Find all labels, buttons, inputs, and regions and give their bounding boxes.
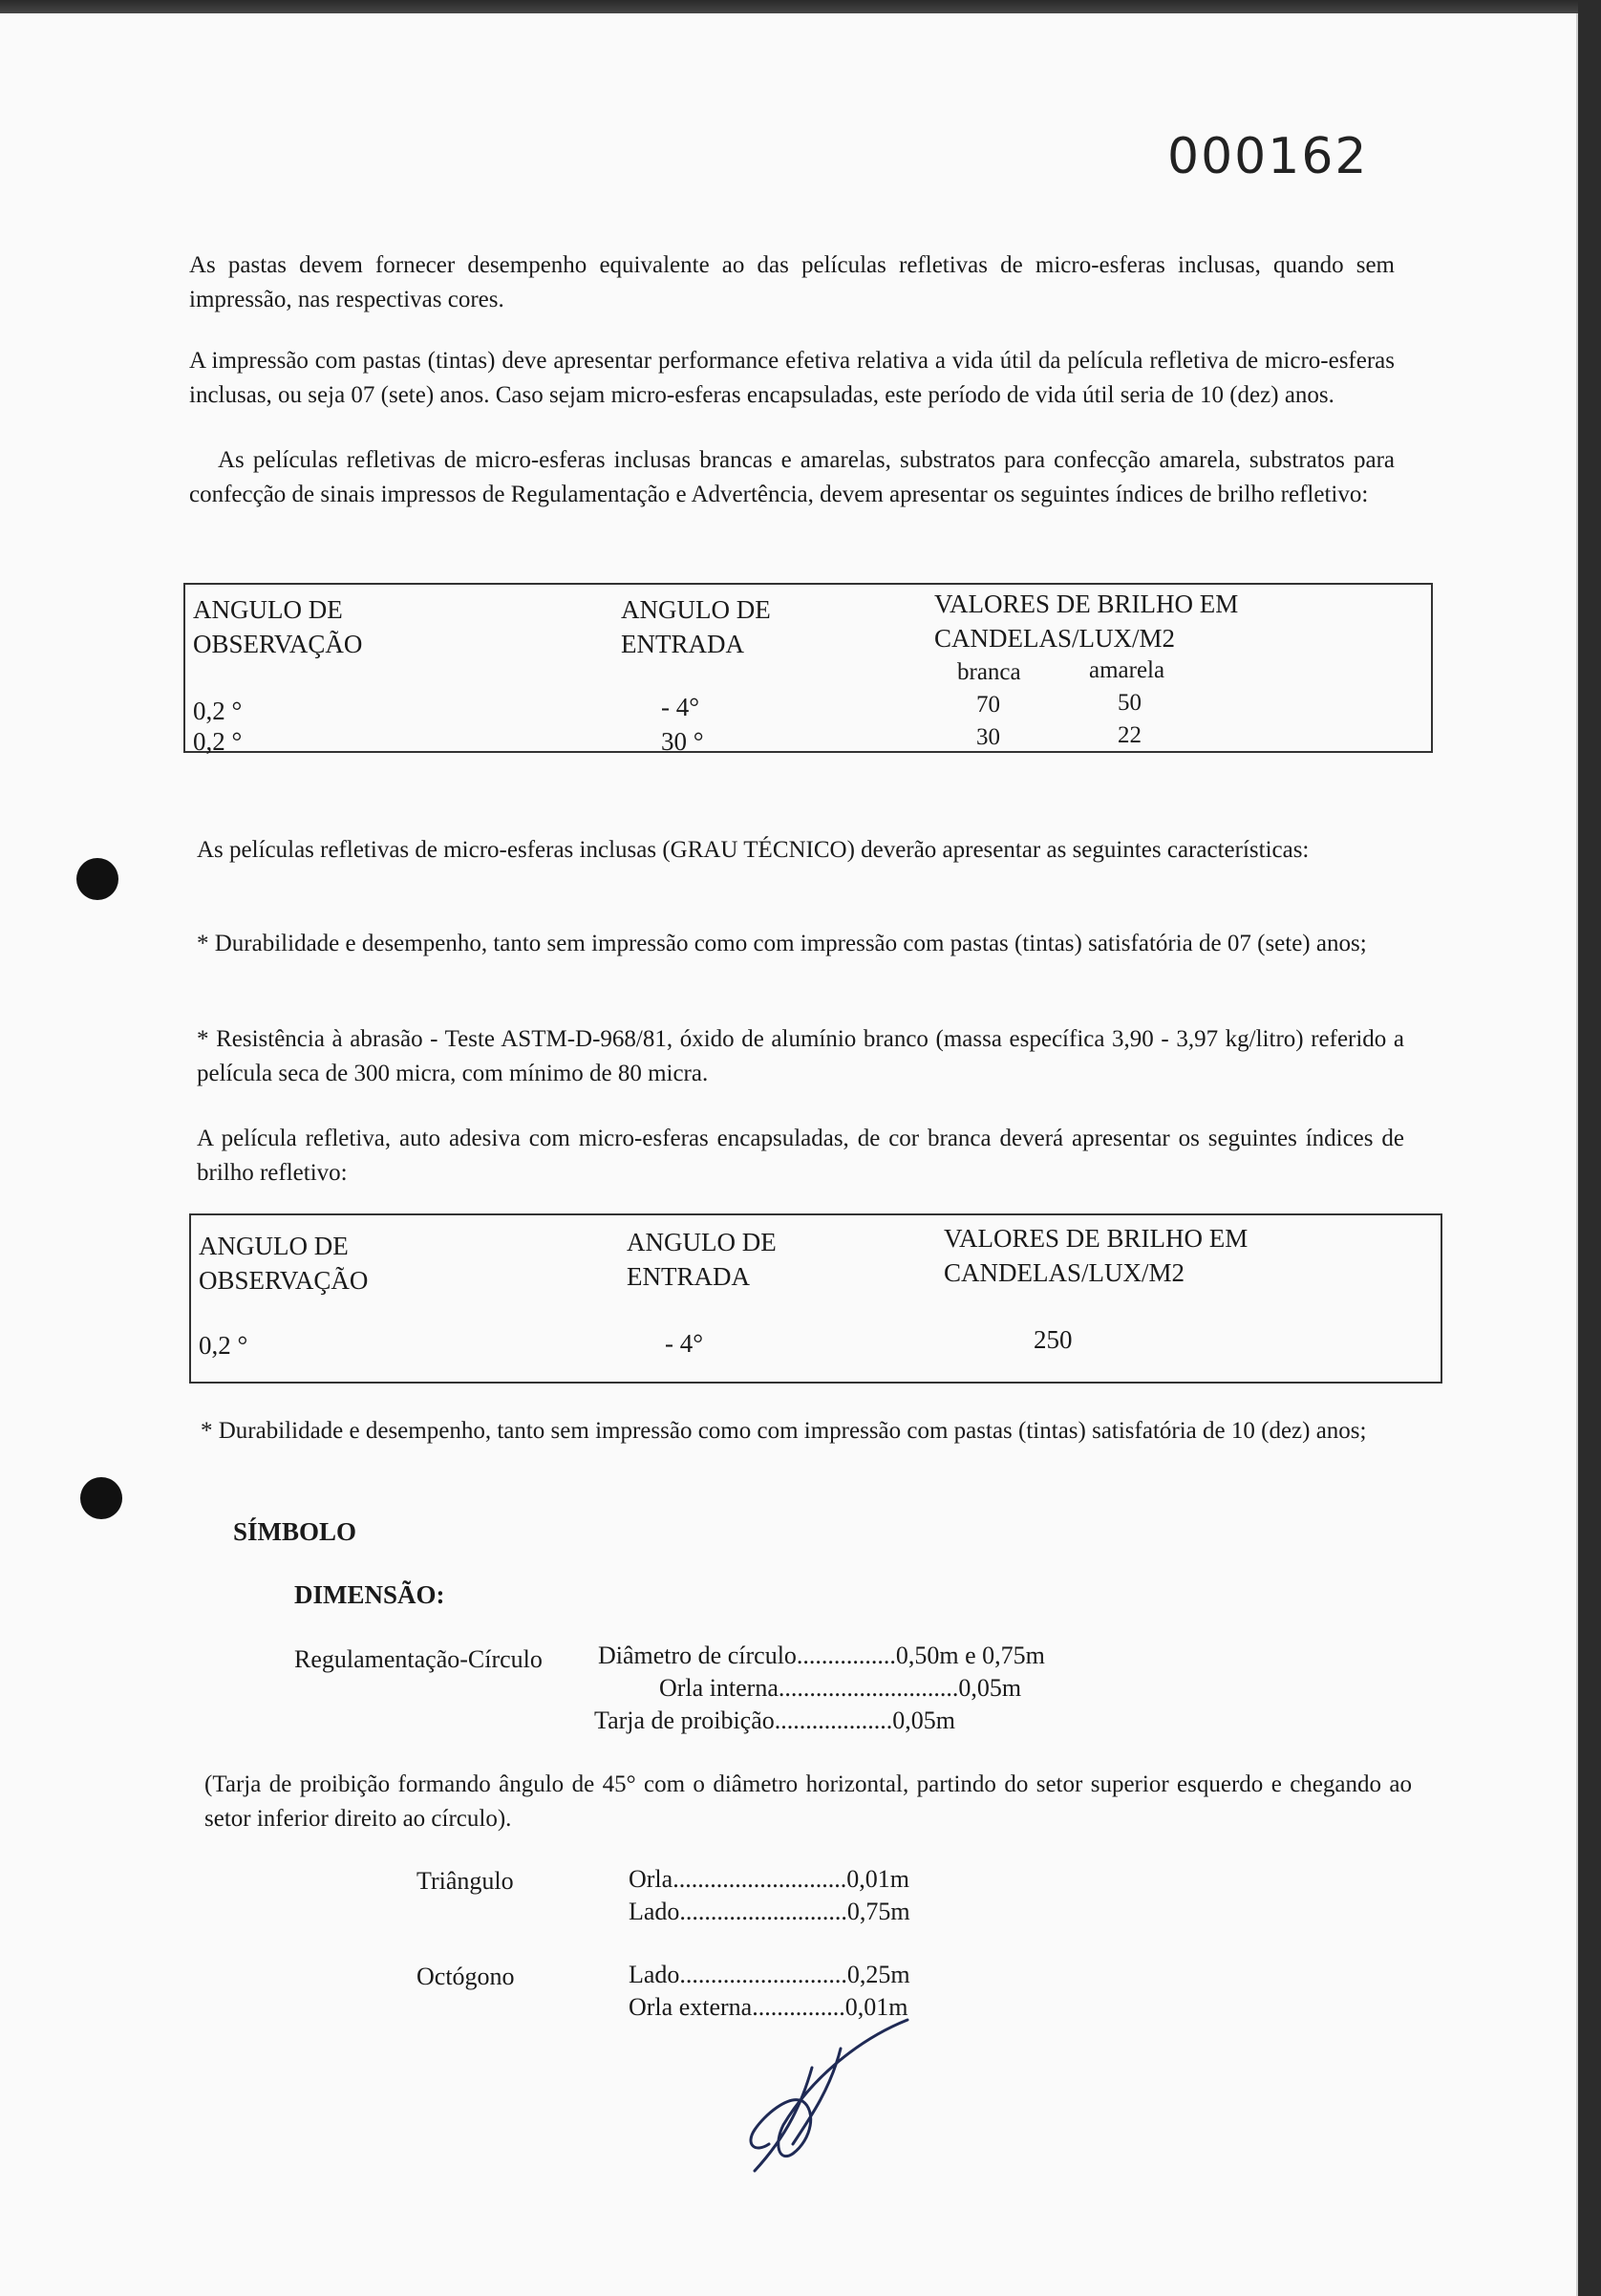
t2-col3-header-2: CANDELAS/LUX/M2: [944, 1258, 1185, 1287]
signature-mark: [697, 2010, 927, 2182]
circulo-diametro: Diâmetro de círculo................0,50m e 0,75m: [598, 1642, 1045, 1669]
t1-col1-header-2: OBSERVAÇÃO: [193, 630, 363, 658]
octogono-orla-externa: Orla externa...............0,01m: [629, 1993, 908, 2021]
brightness-table-1: [183, 583, 1433, 756]
t2-col1-header-1: ANGULO DE: [199, 1232, 349, 1260]
t1-col1-header-1: ANGULO DE: [193, 595, 343, 624]
brightness-table-2: [189, 1213, 1442, 1384]
punch-hole-upper: [76, 858, 118, 900]
paragraph-tarja: (Tarja de proibição formando ângulo de 45° com o diâmetro horizontal, partindo do setor superior esquerdo e chegando ao setor inferior direito ao círculo).: [204, 1771, 1412, 1832]
t1-row1-obs: 0,2 °: [193, 697, 243, 725]
t1-row1-amarela: 50: [1118, 690, 1142, 716]
t1-row1-entrada: - 4°: [661, 693, 700, 721]
t2-col3-header-1: VALORES DE BRILHO EM: [944, 1224, 1249, 1253]
circulo-orla-interna: Orla interna.............................0,05m: [659, 1674, 1022, 1702]
octogono-lado: Lado...........................0,25m: [629, 1961, 910, 1988]
t1-col2-header-1: ANGULO DE: [621, 595, 771, 624]
paragraph-durabilidade-07: * Durabilidade e desempenho, tanto sem impressão como com impressão com pastas (tintas) satisfatória de 07 (sete) anos;: [197, 931, 1367, 956]
punch-hole-lower: [80, 1477, 122, 1519]
paragraph-peliculas-brancas: As películas refletivas de micro-esferas inclusas brancas e amarelas, substratos para confecção amarela, substratos para confecção de sinais impressos de Regulamentação e Advertência, devem apresentar os seguintes índices de brilho refletivo:: [189, 447, 1395, 507]
scan-right-edge: [1578, 0, 1601, 2296]
document-page: [0, 13, 1578, 2296]
t1-sub-branca: branca: [957, 659, 1021, 685]
t1-col3-header-1: VALORES DE BRILHO EM: [934, 590, 1239, 618]
t1-col3-header-2: CANDELAS/LUX/M2: [934, 624, 1176, 653]
paragraph-grau-tecnico: As películas refletivas de micro-esferas inclusas (GRAU TÉCNICO) deverão apresentar as seguintes características:: [197, 837, 1310, 863]
t1-row2-branca: 30: [976, 724, 1000, 750]
t1-row2-amarela: 22: [1118, 722, 1142, 748]
t2-row-entrada: - 4°: [665, 1329, 704, 1358]
t2-row-obs: 0,2 °: [199, 1331, 248, 1360]
paragraph-pastas: As pastas devem fornecer desempenho equivalente ao das películas refletivas de micro-esferas inclusas, quando sem impressão, nas respectivas cores.: [189, 252, 1395, 312]
octogono-label: Octógono: [416, 1963, 515, 1990]
paragraph-durabilidade-10: * Durabilidade e desempenho, tanto sem impressão como com impressão com pastas (tintas) satisfatória de 10 (dez) anos;: [201, 1418, 1367, 1444]
t1-col2-header-2: ENTRADA: [621, 630, 744, 658]
paragraph-impressao: A impressão com pastas (tintas) deve apresentar performance efetiva relativa a vida útil da película refletiva de micro-esferas inclusas, ou seja 07 (sete) anos. Caso sejam micro-esferas encapsuladas, este período de vida útil seria de 10 (dez) anos.: [189, 348, 1395, 408]
t1-row2-obs: 0,2 °: [193, 727, 243, 756]
circulo-label: Regulamentação-Círculo: [294, 1645, 543, 1673]
circulo-tarja: Tarja de proibição...................0,05m: [594, 1706, 955, 1734]
paragraph-encapsuladas: A película refletiva, auto adesiva com micro-esferas encapsuladas, de cor branca deverá apresentar os seguintes índices de brilho refletivo:: [197, 1126, 1404, 1186]
t2-col2-header-1: ANGULO DE: [627, 1228, 777, 1256]
triangulo-orla: Orla............................0,01m: [629, 1865, 909, 1893]
t1-row1-branca: 70: [976, 692, 1000, 718]
triangulo-lado: Lado...........................0,75m: [629, 1898, 910, 1925]
t2-row-valor: 250: [1034, 1325, 1073, 1354]
t2-col2-header-2: ENTRADA: [627, 1262, 750, 1291]
dimensao-heading: DIMENSÃO:: [294, 1580, 445, 1609]
paragraph-abrasao: * Resistência à abrasão - Teste ASTM-D-968/81, óxido de alumínio branco (massa específica 3,90 - 3,97 kg/litro) referido a película seca de 300 micra, com mínimo de 80 micra.: [197, 1026, 1404, 1086]
t1-sub-amarela: amarela: [1089, 657, 1165, 683]
t1-row2-entrada: 30 °: [661, 727, 704, 756]
triangulo-label: Triângulo: [416, 1867, 514, 1895]
document-number: 000162: [1167, 128, 1369, 185]
simbolo-heading: SÍMBOLO: [233, 1517, 357, 1546]
t2-col1-header-2: OBSERVAÇÃO: [199, 1266, 369, 1295]
